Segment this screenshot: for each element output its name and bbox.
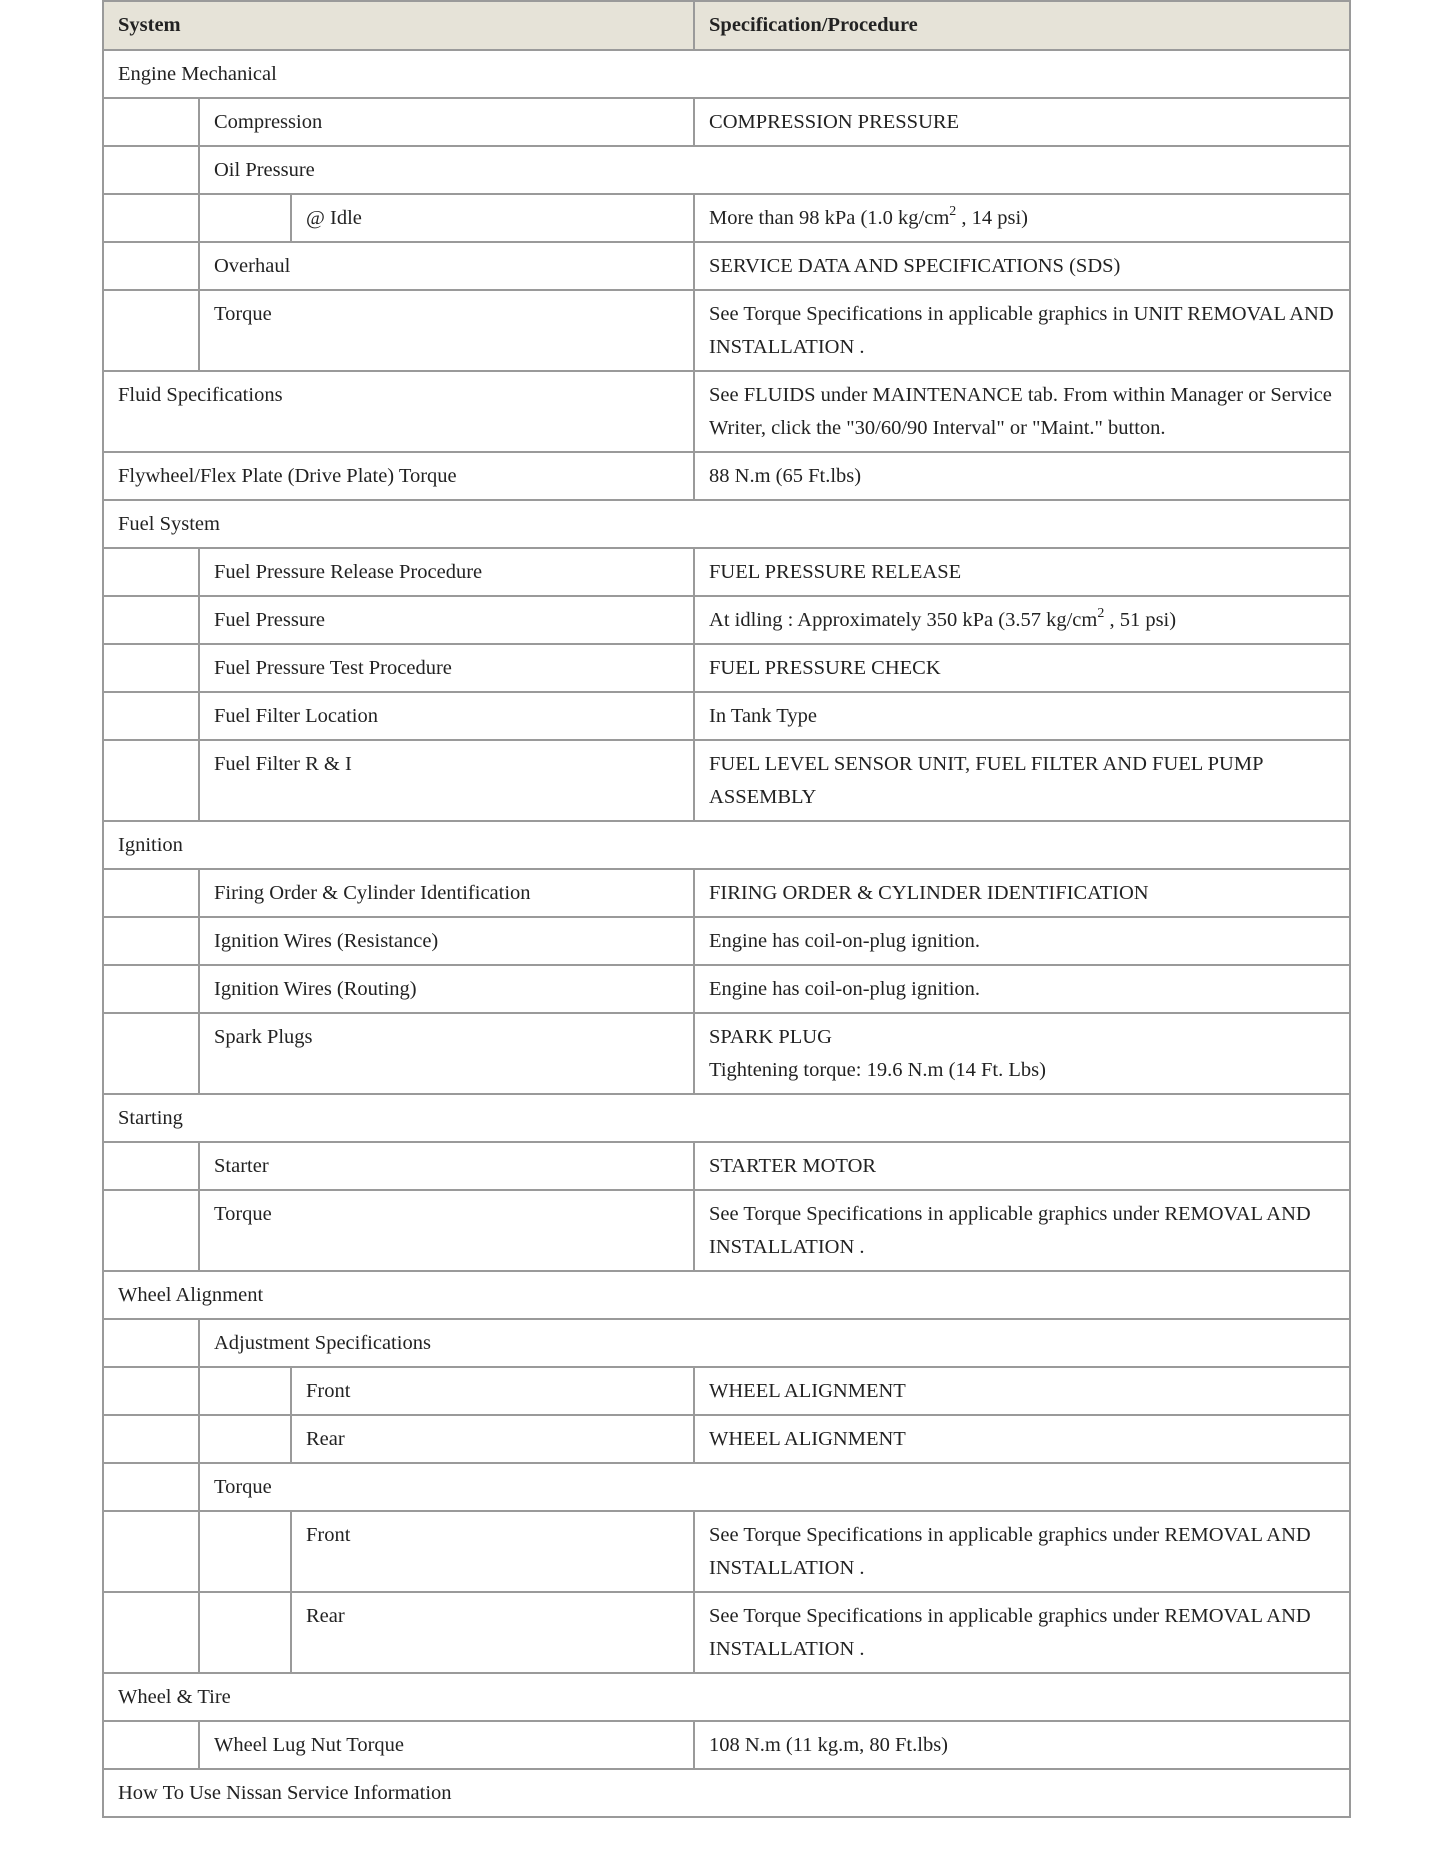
spec-line: Engine has coil-on-plug ignition. [709,930,981,952]
spec-column-header: Specification/Procedure [694,1,1350,50]
spec-line: See Torque Specifications in applicable graphics under REMOVAL AND INSTALLATION . [709,1605,1311,1660]
spec-row [103,740,1350,821]
spec-value [694,371,1350,452]
indent-cell [103,596,199,644]
spec-row [103,98,1350,146]
system-label: Starter [199,1142,694,1190]
indent-cell [103,1463,199,1511]
indent-cell [103,917,199,965]
indent-cell [103,146,199,194]
spec-row [103,869,1350,917]
section-row [103,1463,1350,1511]
indent-cell [103,1511,199,1592]
spec-value [694,740,1350,821]
spec-row [103,452,1350,500]
spec-line: See Torque Specifications in applicable graphics in UNIT REMOVAL AND INSTALLATION . [709,303,1334,358]
system-label: How To Use Nissan Service Information [103,1769,1350,1817]
spec-row [103,1511,1350,1592]
spec-text: , 51 psi) [1104,609,1177,631]
system-label: Fuel Filter R & I [199,740,694,821]
spec-value [694,452,1350,500]
system-label: Front [291,1367,694,1415]
spec-row [103,1142,1350,1190]
spec-value [694,869,1350,917]
spec-row [103,1415,1350,1463]
section-row [103,1271,1350,1319]
system-label: Firing Order & Cylinder Identification [199,869,694,917]
spec-row [103,242,1350,290]
spec-value [694,1592,1350,1673]
section-row [103,146,1350,194]
spec-row [103,371,1350,452]
spec-line: WHEEL ALIGNMENT [709,1428,906,1450]
system-label: Ignition Wires (Resistance) [199,917,694,965]
spec-value [694,1013,1350,1094]
spec-row [103,644,1350,692]
system-label: Fuel Pressure Release Procedure [199,548,694,596]
section-row [103,1094,1350,1142]
system-label: Torque [199,1190,694,1271]
system-label: Fuel System [103,500,1350,548]
spec-value [694,548,1350,596]
spec-line: FUEL PRESSURE RELEASE [709,561,962,583]
spec-line: FUEL LEVEL SENSOR UNIT, FUEL FILTER AND FUEL PUMP ASSEMBLY [709,753,1263,808]
system-label: @ Idle [291,194,694,242]
spec-line: SERVICE DATA AND SPECIFICATIONS (SDS) [709,255,1121,277]
spec-line [709,604,1335,637]
section-row [103,1673,1350,1721]
system-label: Oil Pressure [199,146,1350,194]
specifications-body [103,50,1350,1817]
spec-value [694,1511,1350,1592]
indent-cell [199,1415,291,1463]
indent-cell [103,548,199,596]
system-label: Wheel Lug Nut Torque [199,1721,694,1769]
system-label: Rear [291,1415,694,1463]
system-label: Fuel Filter Location [199,692,694,740]
superscript: 2 [949,203,957,219]
table-header-row [103,1,1350,50]
indent-cell [103,740,199,821]
spec-row [103,1367,1350,1415]
spec-value [694,1367,1350,1415]
spec-row [103,1592,1350,1673]
indent-cell [103,644,199,692]
indent-cell [103,692,199,740]
indent-cell [103,290,199,371]
system-label: Ignition [103,821,1350,869]
indent-cell [103,1013,199,1094]
spec-value [694,290,1350,371]
indent-cell [103,869,199,917]
spec-row [103,290,1350,371]
spec-row [103,1190,1350,1271]
spec-line: WHEEL ALIGNMENT [709,1380,906,1402]
system-label: Fluid Specifications [103,371,694,452]
system-label: Ignition Wires (Routing) [199,965,694,1013]
indent-cell [199,1511,291,1592]
system-label: Compression [199,98,694,146]
spec-line: COMPRESSION PRESSURE [709,111,960,133]
section-row [103,821,1350,869]
indent-cell [103,1142,199,1190]
spec-value [694,596,1350,644]
system-label: Engine Mechanical [103,50,1350,98]
indent-cell [199,194,291,242]
spec-row [103,596,1350,644]
spec-line: See FLUIDS under MAINTENANCE tab. From within Manager or Service Writer, click the "30/60/90 Interval" or "Maint." button. [709,384,1332,439]
spec-row [103,548,1350,596]
spec-line: 108 N.m (11 kg.m, 80 Ft.lbs) [709,1734,948,1756]
spec-row [103,194,1350,242]
spec-value [694,1721,1350,1769]
spec-line [709,202,1335,235]
system-label: Spark Plugs [199,1013,694,1094]
indent-cell [103,194,199,242]
section-row [103,500,1350,548]
system-label: Fuel Pressure Test Procedure [199,644,694,692]
spec-value [694,965,1350,1013]
system-label: Adjustment Specifications [199,1319,1350,1367]
section-row [103,1769,1350,1817]
spec-value [694,1142,1350,1190]
spec-line: Tightening torque: 19.6 N.m (14 Ft. Lbs) [709,1059,1046,1081]
spec-value [694,98,1350,146]
indent-cell [103,1721,199,1769]
spec-text: At idling : Approximately 350 kPa (3.57 kg/cm [709,609,1098,631]
spec-value [694,194,1350,242]
spec-row [103,1721,1350,1769]
spec-value [694,692,1350,740]
spec-value [694,917,1350,965]
indent-cell [199,1367,291,1415]
indent-cell [103,1415,199,1463]
system-label: Wheel & Tire [103,1673,1350,1721]
spec-text: More than 98 kPa (1.0 kg/cm [709,207,950,229]
indent-cell [103,965,199,1013]
spec-line: FUEL PRESSURE CHECK [709,657,941,679]
spec-line: FIRING ORDER & CYLINDER IDENTIFICATION [709,882,1149,904]
system-label: Wheel Alignment [103,1271,1350,1319]
indent-cell [103,1592,199,1673]
system-label: Torque [199,1463,1350,1511]
system-label: Fuel Pressure [199,596,694,644]
specifications-table [102,0,1351,1818]
system-column-header: System [103,1,694,50]
spec-line: See Torque Specifications in applicable graphics under REMOVAL AND INSTALLATION . [709,1203,1311,1258]
system-label: Starting [103,1094,1350,1142]
spec-row [103,692,1350,740]
system-label: Torque [199,290,694,371]
spec-row [103,965,1350,1013]
spec-value [694,644,1350,692]
spec-line: 88 N.m (65 Ft.lbs) [709,465,862,487]
spec-row [103,1013,1350,1094]
spec-value [694,1415,1350,1463]
spec-row [103,917,1350,965]
spec-line: In Tank Type [709,705,817,727]
spec-line: SPARK PLUG [709,1026,832,1048]
spec-value [694,1190,1350,1271]
indent-cell [103,98,199,146]
superscript: 2 [1097,605,1105,621]
indent-cell [103,1319,199,1367]
spec-line: Engine has coil-on-plug ignition. [709,978,981,1000]
section-row [103,50,1350,98]
spec-line: See Torque Specifications in applicable graphics under REMOVAL AND INSTALLATION . [709,1524,1311,1579]
system-label: Rear [291,1592,694,1673]
system-label: Flywheel/Flex Plate (Drive Plate) Torque [103,452,694,500]
indent-cell [199,1592,291,1673]
spec-text: , 14 psi) [956,207,1028,229]
section-row [103,1319,1350,1367]
system-label: Overhaul [199,242,694,290]
system-label: Front [291,1511,694,1592]
spec-value [694,242,1350,290]
spec-line: STARTER MOTOR [709,1155,877,1177]
indent-cell [103,242,199,290]
indent-cell [103,1190,199,1271]
indent-cell [103,1367,199,1415]
